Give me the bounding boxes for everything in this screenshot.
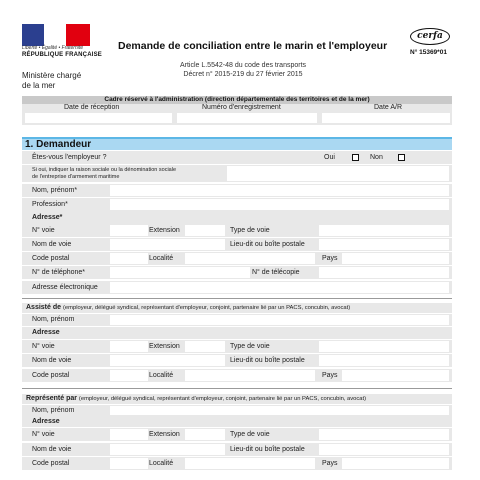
code-postal-row — [22, 252, 452, 265]
assiste-lieu-dit-field[interactable] — [319, 355, 449, 366]
assiste-adresse-heading: Adresse — [32, 329, 60, 336]
assiste-no-voie-field[interactable] — [110, 341, 148, 352]
represente-pays-field[interactable] — [342, 458, 449, 469]
admin-registration-label: Numéro d'enregistrement — [202, 104, 281, 111]
employer-question-label: Êtes-vous l'employeur ? — [32, 154, 107, 161]
represente-adresse-row — [22, 416, 452, 427]
legal-reference-article: Article L.5542-48 du code des transports — [179, 62, 307, 69]
assiste-localite-label: Localité — [149, 372, 174, 379]
employer-question-row — [22, 151, 452, 164]
assiste-nom-row — [22, 314, 452, 326]
separator — [22, 298, 452, 299]
assiste-lieu-dit-label: Lieu-dit ou boîte postale — [230, 357, 305, 364]
assiste-title-row — [22, 303, 452, 313]
represente-type-voie-field[interactable] — [319, 429, 449, 440]
ministry-line-1: Ministère chargé — [22, 71, 82, 80]
represente-nom-field[interactable] — [110, 406, 449, 415]
non-checkbox[interactable] — [398, 154, 405, 161]
assiste-nom-voie-row — [22, 354, 452, 367]
nom-voie-row — [22, 238, 452, 251]
republic-motto: Liberté • Égalité • Fraternité — [22, 45, 84, 51]
email-field[interactable] — [110, 282, 449, 293]
lieu-dit-field[interactable] — [319, 239, 449, 250]
assiste-code-postal-field[interactable] — [110, 370, 148, 381]
admin-ar-field[interactable] — [322, 113, 450, 123]
represente-localite-label: Localité — [149, 460, 174, 467]
assiste-nom-label: Nom, prénom — [32, 316, 75, 323]
profession-label: Profession* — [32, 201, 68, 208]
extension-label: Extension — [149, 227, 180, 234]
profession-field[interactable] — [110, 199, 449, 210]
represente-extension-field[interactable] — [185, 429, 225, 440]
ministry-line-2: de la mer — [22, 81, 56, 90]
assiste-voie-row — [22, 340, 452, 353]
assiste-type-voie-field[interactable] — [319, 341, 449, 352]
nom-voie-label: Nom de voie — [32, 241, 72, 248]
represente-nom-voie-row — [22, 443, 452, 456]
no-voie-label: N° voie — [32, 227, 55, 234]
admin-fields — [22, 112, 452, 123]
represente-title: Représenté par — [26, 395, 77, 402]
code-postal-field[interactable] — [110, 253, 148, 264]
assiste-pays-field[interactable] — [342, 370, 449, 381]
represente-pays-label: Pays — [322, 460, 338, 467]
pays-field[interactable] — [342, 253, 449, 264]
legal-reference-decree: Décret n° 2015-219 du 27 février 2015 — [183, 71, 303, 78]
represente-adresse-heading: Adresse — [32, 418, 60, 425]
email-row — [22, 281, 452, 294]
represente-nom-label: Nom, prénom — [32, 407, 75, 414]
represente-code-postal-label: Code postal — [32, 460, 70, 467]
telecopie-label: N° de télécopie — [252, 269, 300, 276]
document-title: Demande de conciliation entre le marin et l'employeur — [118, 40, 388, 52]
represente-no-voie-label: N° voie — [32, 431, 55, 438]
section-demandeur-title: 1. Demandeur — [22, 137, 452, 150]
assiste-code-postal-label: Code postal — [32, 372, 70, 379]
form-header — [0, 0, 480, 95]
represente-lieu-dit-field[interactable] — [319, 444, 449, 455]
represente-voie-row — [22, 428, 452, 441]
assiste-type-voie-label: Type de voie — [230, 343, 270, 350]
voie-row — [22, 224, 452, 237]
lieu-dit-label: Lieu-dit ou boîte postale — [230, 241, 305, 248]
republic-name: RÉPUBLIQUE FRANÇAISE — [22, 52, 103, 58]
represente-lieu-dit-label: Lieu-dit ou boîte postale — [230, 446, 305, 453]
cerfa-logo: cerfa — [410, 28, 450, 45]
adresse-heading: Adresse* — [32, 214, 63, 221]
nom-voie-field[interactable] — [110, 239, 225, 250]
represente-localite-field[interactable] — [185, 458, 315, 469]
assiste-adresse-row — [22, 327, 452, 339]
type-voie-label: Type de voie — [230, 227, 270, 234]
raison-sociale-field[interactable] — [227, 166, 449, 181]
telephone-label: N° de téléphone* — [32, 269, 86, 276]
localite-field[interactable] — [185, 253, 315, 264]
admin-column-headers — [22, 104, 452, 112]
oui-label: Oui — [324, 154, 335, 161]
represente-nom-voie-field[interactable] — [110, 444, 225, 455]
raison-sociale-row — [22, 165, 452, 182]
assiste-nom-voie-field[interactable] — [110, 355, 225, 366]
represente-type-voie-label: Type de voie — [230, 431, 270, 438]
assiste-extension-field[interactable] — [185, 341, 225, 352]
represente-title-row — [22, 394, 452, 404]
raison-sociale-label-1: Si oui, indiquer la raison sociale ou la dénomination sociale — [32, 167, 177, 173]
telephone-row — [22, 266, 452, 279]
assiste-title: Assisté de — [26, 304, 62, 311]
admin-reception-label: Date de réception — [64, 104, 120, 111]
assiste-pays-label: Pays — [322, 372, 338, 379]
assiste-localite-field[interactable] — [185, 370, 315, 381]
admin-registration-field[interactable] — [177, 113, 317, 123]
code-postal-label: Code postal — [32, 255, 70, 262]
flag-blue-band — [22, 24, 44, 46]
represente-no-voie-field[interactable] — [110, 429, 148, 440]
assiste-no-voie-label: N° voie — [32, 343, 55, 350]
ministry-name — [22, 71, 81, 91]
represente-code-postal-row — [22, 457, 452, 470]
oui-checkbox[interactable] — [352, 154, 359, 161]
separator — [22, 388, 452, 389]
raison-sociale-label-2: de l'entreprise d'armement maritime — [32, 174, 120, 180]
admin-reserved-box — [22, 96, 452, 125]
flag-red-band — [66, 24, 90, 46]
admin-reserved-title: Cadre réservé à l'administration (direction départementale des territoires et de la mer) — [22, 96, 452, 104]
telephone-field[interactable] — [110, 267, 250, 278]
pays-label: Pays — [322, 255, 338, 262]
no-voie-field[interactable] — [110, 225, 148, 236]
flag-white-band — [44, 24, 66, 46]
nom-prenom-field[interactable] — [110, 185, 449, 196]
email-label: Adresse électronique — [32, 284, 98, 291]
nom-prenom-label: Nom, prénom* — [32, 187, 78, 194]
localite-label: Localité — [149, 255, 174, 262]
represente-nom-voie-label: Nom de voie — [32, 446, 72, 453]
assiste-extension-label: Extension — [149, 343, 180, 350]
profession-row — [22, 198, 452, 211]
non-label: Non — [370, 154, 383, 161]
extension-field[interactable] — [185, 225, 225, 236]
assiste-code-postal-row — [22, 369, 452, 382]
assiste-nom-field[interactable] — [110, 315, 449, 325]
nom-prenom-row — [22, 184, 452, 197]
adresse-heading-row — [22, 211, 452, 224]
represente-extension-label: Extension — [149, 431, 180, 438]
type-voie-field[interactable] — [319, 225, 449, 236]
cerfa-number: N° 15369*01 — [410, 49, 447, 56]
assiste-note: (employeur, délégué syndical, représentant d'employeur, conjoint, partenaire lié par un PACS, concubin, avocat) — [62, 305, 351, 311]
admin-reception-field[interactable] — [25, 113, 172, 123]
telecopie-field[interactable] — [319, 267, 449, 278]
represente-note: (employeur, délégué syndical, représentant d'employeur, conjoint, partenaire lié par un PACS, concubin, avocat) — [78, 396, 367, 402]
legal-reference — [118, 61, 368, 79]
represente-code-postal-field[interactable] — [110, 458, 148, 469]
assiste-nom-voie-label: Nom de voie — [32, 357, 72, 364]
represente-nom-row — [22, 405, 452, 416]
admin-ar-label: Date A/R — [374, 104, 403, 111]
